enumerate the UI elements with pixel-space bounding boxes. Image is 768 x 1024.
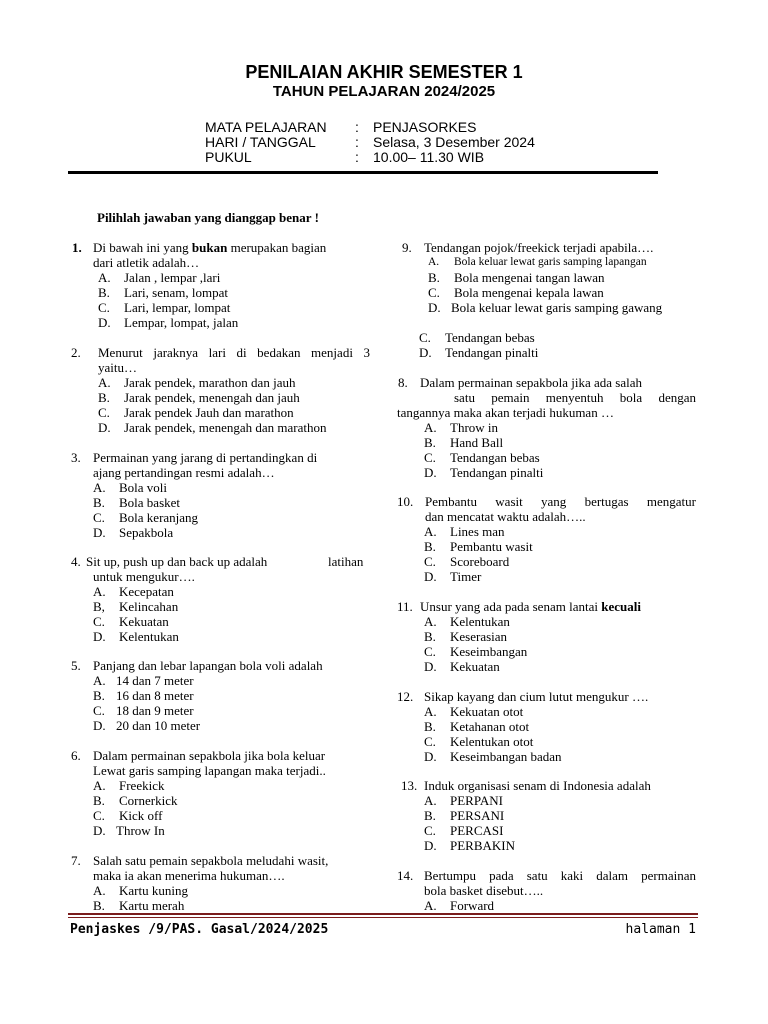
option-text: Throw In — [116, 823, 165, 838]
option-letter: B. — [93, 898, 105, 913]
option-d[interactable] — [93, 823, 165, 838]
question-stem — [420, 599, 641, 614]
question-number: 1. — [72, 240, 82, 255]
option-letter: C. — [93, 614, 105, 629]
option-text: Kekuatan otot — [450, 704, 524, 719]
option-text: Lari, lempar, lompat — [124, 300, 231, 315]
option-text: Bola keluar lewat garis samping lapangan — [454, 256, 647, 268]
option-text: 20 dan 10 meter — [116, 718, 201, 733]
info-label: MATA PELAJARAN — [205, 119, 327, 135]
info-value: PENJASORKES — [373, 119, 477, 135]
option-b[interactable] — [93, 599, 178, 614]
option-letter: C. — [424, 823, 436, 838]
option-a[interactable] — [424, 420, 498, 435]
option-text: 16 dan 8 meter — [116, 688, 194, 703]
option-letter: C. — [93, 510, 105, 525]
question-stem-line: Sikap kayang dan cium lutut mengukur …. — [424, 689, 649, 704]
option-letter: A. — [98, 270, 111, 285]
option-text: Jarak pendek, menengah dan jauh — [124, 390, 300, 405]
question-number: 9. — [402, 240, 412, 255]
option-text: PERPANI — [450, 793, 503, 808]
option-text: Scoreboard — [450, 554, 510, 569]
option-letter: C. — [428, 285, 440, 300]
option-a[interactable] — [428, 255, 647, 270]
footer-divider — [68, 913, 698, 915]
info-value: Selasa, 3 Desember 2024 — [373, 134, 535, 150]
option-text: Kelentukan — [450, 614, 510, 629]
option-a[interactable] — [424, 793, 503, 808]
option-d[interactable] — [93, 629, 179, 644]
option-letter: A. — [424, 704, 437, 719]
option-text: Cornerkick — [119, 793, 178, 808]
option-letter: D. — [93, 525, 106, 540]
option-letter: B. — [98, 390, 110, 405]
question-stem-line: Menurut jaraknya lari di bedakan menjadi 3 — [98, 345, 370, 360]
option-text: Lempar, lompat, jalan — [124, 315, 239, 330]
option-b[interactable] — [424, 435, 503, 450]
option-text: Lines man — [450, 524, 505, 539]
info-separator: : — [355, 119, 359, 135]
option-letter: C. — [98, 405, 110, 420]
option-text: Keseimbangan — [450, 644, 528, 659]
option-letter: B. — [428, 270, 440, 285]
option-text: Kick off — [119, 808, 163, 823]
question-stem-line: Induk organisasi senam di Indonesia adalah — [424, 778, 651, 793]
question-number: 11. — [397, 599, 413, 614]
option-letter: D. — [424, 749, 437, 764]
question-stem-line: tangannya maka akan terjadi hukuman … — [397, 405, 614, 420]
option-d[interactable] — [93, 525, 173, 540]
option-letter: D. — [93, 718, 106, 733]
option-letter: A. — [424, 898, 437, 913]
option-letter: B. — [93, 793, 105, 808]
question-stem-line: Tendangan pojok/freekick terjadi apabila…. — [424, 240, 654, 255]
option-text: Bola keluar lewat garis samping gawang — [451, 300, 663, 315]
option-letter: D. — [428, 300, 441, 315]
option-b[interactable] — [424, 629, 507, 644]
option-text: Kartu merah — [119, 898, 185, 913]
option-a[interactable] — [424, 898, 494, 913]
option-c[interactable] — [93, 703, 194, 718]
option-text: 18 dan 9 meter — [116, 703, 194, 718]
option-b[interactable] — [424, 539, 533, 554]
option-c[interactable] — [424, 823, 503, 838]
option-letter: C. — [424, 450, 436, 465]
option-letter: D. — [98, 420, 111, 435]
option-letter: C. — [424, 644, 436, 659]
question-number: 12. — [397, 689, 414, 704]
question-number: 6. — [71, 748, 81, 763]
info-separator: : — [355, 134, 359, 150]
option-letter: B. — [93, 495, 105, 510]
option-d[interactable] — [424, 838, 515, 853]
question-stem-line: Salah satu pemain sepakbola meludahi wasit, — [93, 853, 329, 868]
question-stem-line: satu pemain menyentuh bola dengan — [454, 390, 696, 405]
option-text: Kelentukan otot — [450, 734, 534, 749]
option-a[interactable] — [93, 778, 164, 793]
option-text: Throw in — [450, 420, 499, 435]
option-letter: C. — [93, 703, 105, 718]
option-letter: A. — [424, 793, 437, 808]
option-text: PERBAKIN — [450, 838, 516, 853]
option-text: Kekuatan — [119, 614, 169, 629]
option-letter: A. — [424, 614, 437, 629]
option-c[interactable] — [98, 300, 230, 315]
option-text: Pembantu wasit — [450, 539, 533, 554]
question-stem — [93, 240, 326, 255]
option-letter: C. — [424, 734, 436, 749]
option-letter: A. — [93, 673, 106, 688]
stem-emphasis: bukan — [191, 240, 228, 255]
question-number: 4. — [71, 554, 81, 569]
question-stem-line: Dalam permainan sepakbola jika ada salah — [420, 375, 642, 390]
option-text: Bola mengenai tangan lawan — [454, 270, 605, 285]
footer-divider-thin — [68, 917, 698, 918]
option-letter: C. — [93, 808, 105, 823]
info-separator: : — [355, 149, 359, 165]
question-stem-line: Pembantu wasit yang bertugas mengatur — [425, 494, 696, 509]
footer-page-number: halaman 1 — [625, 922, 696, 937]
option-a[interactable] — [93, 584, 174, 599]
option-d[interactable] — [424, 659, 500, 674]
option-letter: B. — [98, 285, 110, 300]
option-b[interactable] — [424, 808, 504, 823]
option-text: Forward — [450, 898, 495, 913]
option-text: Jarak pendek, menengah dan marathon — [124, 420, 327, 435]
option-c[interactable] — [428, 285, 604, 300]
question-stem-line: maka ia akan menerima hukuman…. — [93, 868, 285, 883]
option-a[interactable] — [424, 524, 505, 539]
option-d[interactable] — [98, 420, 327, 435]
option-b[interactable] — [93, 495, 180, 510]
info-value: 10.00– 11.30 WIB — [373, 149, 485, 165]
page-subtitle: TAHUN PELAJARAN 2024/2025 — [272, 83, 496, 100]
option-d[interactable] — [424, 569, 481, 584]
question-stem-line: untuk mengukur…. — [93, 569, 195, 584]
page-title: PENILAIAN AKHIR SEMESTER 1 — [245, 62, 523, 82]
question-stem-line: Bertumpu pada satu kaki dalam permainan — [424, 868, 696, 883]
option-letter: A. — [424, 420, 437, 435]
option-a[interactable] — [93, 673, 194, 688]
stem-text: Di bawah ini yang — [93, 240, 192, 255]
info-label: PUKUL — [205, 149, 252, 165]
option-c[interactable] — [98, 405, 294, 420]
option-c[interactable] — [424, 734, 533, 749]
option-letter: B. — [424, 629, 436, 644]
option-letter: C. — [424, 554, 436, 569]
option-a[interactable] — [98, 270, 220, 285]
question-number: 14. — [397, 868, 414, 883]
question-number: 7. — [71, 853, 81, 868]
option-c[interactable] — [93, 510, 198, 525]
stem-emphasis: kecuali — [601, 599, 641, 614]
option-text: Timer — [450, 569, 482, 584]
option-a[interactable] — [93, 883, 188, 898]
question-stem-line: bola basket disebut….. — [424, 883, 544, 898]
option-text: Keserasian — [450, 629, 508, 644]
option-text: 14 dan 7 meter — [116, 673, 194, 688]
option-letter: A. — [98, 375, 111, 390]
option-text: Hand Ball — [450, 435, 504, 450]
header-divider — [68, 171, 658, 174]
question-stem-line: ajang pertandingan resmi adalah… — [93, 465, 275, 480]
info-label: HARI / TANGGAL — [205, 134, 316, 150]
stem-text: Unsur yang ada pada senam lantai — [420, 599, 602, 614]
option-letter: D. — [93, 823, 106, 838]
option-b[interactable] — [93, 898, 184, 913]
option-letter: D. — [419, 345, 432, 360]
question-stem-line: dari atletik adalah… — [93, 255, 200, 270]
option-d[interactable] — [93, 718, 200, 733]
option-d[interactable] — [424, 465, 543, 480]
option-text: PERSANI — [450, 808, 505, 823]
option-text: Kelentukan — [119, 629, 179, 644]
option-text: Kelincahan — [119, 599, 179, 614]
option-letter: B. — [424, 435, 436, 450]
option-text: Bola basket — [119, 495, 181, 510]
option-b[interactable] — [93, 793, 177, 808]
option-d[interactable] — [428, 300, 662, 315]
option-text: Jarak pendek Jauh dan marathon — [124, 405, 294, 420]
option-a[interactable] — [98, 375, 295, 390]
option-text: Tendangan bebas — [450, 450, 540, 465]
option-d[interactable] — [424, 749, 562, 764]
option-letter: C. — [419, 330, 431, 345]
option-letter: A. — [428, 256, 440, 268]
option-letter: D. — [424, 465, 437, 480]
option-b[interactable] — [93, 688, 194, 703]
option-text: Ketahanan otot — [450, 719, 530, 734]
option-text: PERCASI — [450, 823, 504, 838]
question-number: 2. — [71, 345, 81, 360]
option-letter: D. — [424, 838, 437, 853]
option-b[interactable] — [428, 270, 605, 285]
option-letter: A. — [93, 883, 106, 898]
question-stem-line: Dalam permainan sepakbola jika bola keluar — [93, 748, 326, 763]
option-letter: B. — [93, 688, 105, 703]
option-text: Bola keranjang — [119, 510, 199, 525]
option-a[interactable] — [424, 704, 523, 719]
question-number: 8. — [398, 375, 408, 390]
option-letter: A. — [424, 524, 437, 539]
option-letter: C. — [98, 300, 110, 315]
option-d[interactable] — [419, 345, 538, 360]
option-letter: D. — [98, 315, 111, 330]
option-c[interactable] — [93, 808, 162, 823]
option-letter: A. — [93, 480, 106, 495]
option-letter: D. — [93, 629, 106, 644]
option-letter: D. — [424, 659, 437, 674]
question-number: 10. — [397, 494, 414, 509]
option-text: Kartu kuning — [119, 883, 188, 898]
option-text: Kekuatan — [450, 659, 500, 674]
option-text: Keseimbangan badan — [450, 749, 562, 764]
question-stem-line: Permainan yang jarang di pertandingkan di — [93, 450, 318, 465]
option-text: Tendangan bebas — [445, 330, 535, 345]
option-d[interactable] — [98, 315, 238, 330]
question-stem-line: Sit up, push up dan back up adalah — [86, 554, 268, 569]
option-text: Kecepatan — [119, 584, 174, 599]
option-letter: B. — [424, 719, 436, 734]
question-stem-line: latihan — [328, 554, 364, 569]
option-c[interactable] — [93, 614, 169, 629]
footer-document-code: Penjaskes /9/PAS. Gasal/2024/2025 — [70, 922, 329, 937]
question-number: 3. — [71, 450, 81, 465]
option-b[interactable] — [424, 719, 529, 734]
question-stem-line: yaitu… — [98, 360, 137, 375]
option-b[interactable] — [98, 285, 228, 300]
stem-text: merupakan bagian — [227, 240, 327, 255]
option-letter: B. — [424, 539, 436, 554]
option-text: Bola mengenai kepala lawan — [454, 285, 604, 300]
question-stem-line: dan mencatat waktu adalah….. — [425, 509, 586, 524]
option-a[interactable] — [424, 614, 510, 629]
option-letter: A. — [93, 778, 106, 793]
option-c[interactable] — [424, 554, 509, 569]
option-text: Tendangan pinalti — [450, 465, 544, 480]
option-c[interactable] — [419, 330, 535, 345]
option-text: Sepakbola — [119, 525, 174, 540]
instruction: Pilihlah jawaban yang dianggap benar ! — [97, 210, 319, 225]
question-number: 13. — [401, 778, 418, 793]
option-text: Bola voli — [119, 480, 168, 495]
option-text: Lari, senam, lompat — [124, 285, 228, 300]
option-text: Tendangan pinalti — [445, 345, 539, 360]
option-text: Freekick — [119, 778, 165, 793]
option-letter: A. — [93, 584, 106, 599]
option-text: Jarak pendek, marathon dan jauh — [124, 375, 296, 390]
question-stem-line: Panjang dan lebar lapangan bola voli adalah — [93, 658, 323, 673]
option-c[interactable] — [424, 450, 540, 465]
question-number: 5. — [71, 658, 81, 673]
option-b[interactable] — [98, 390, 300, 405]
option-text: Jalan , lempar ,lari — [124, 270, 221, 285]
option-a[interactable] — [93, 480, 167, 495]
option-c[interactable] — [424, 644, 527, 659]
question-stem-line: Lewat garis samping lapangan maka terjadi.. — [93, 763, 326, 778]
option-letter: B, — [93, 599, 105, 614]
option-letter: D. — [424, 569, 437, 584]
option-letter: B. — [424, 808, 436, 823]
